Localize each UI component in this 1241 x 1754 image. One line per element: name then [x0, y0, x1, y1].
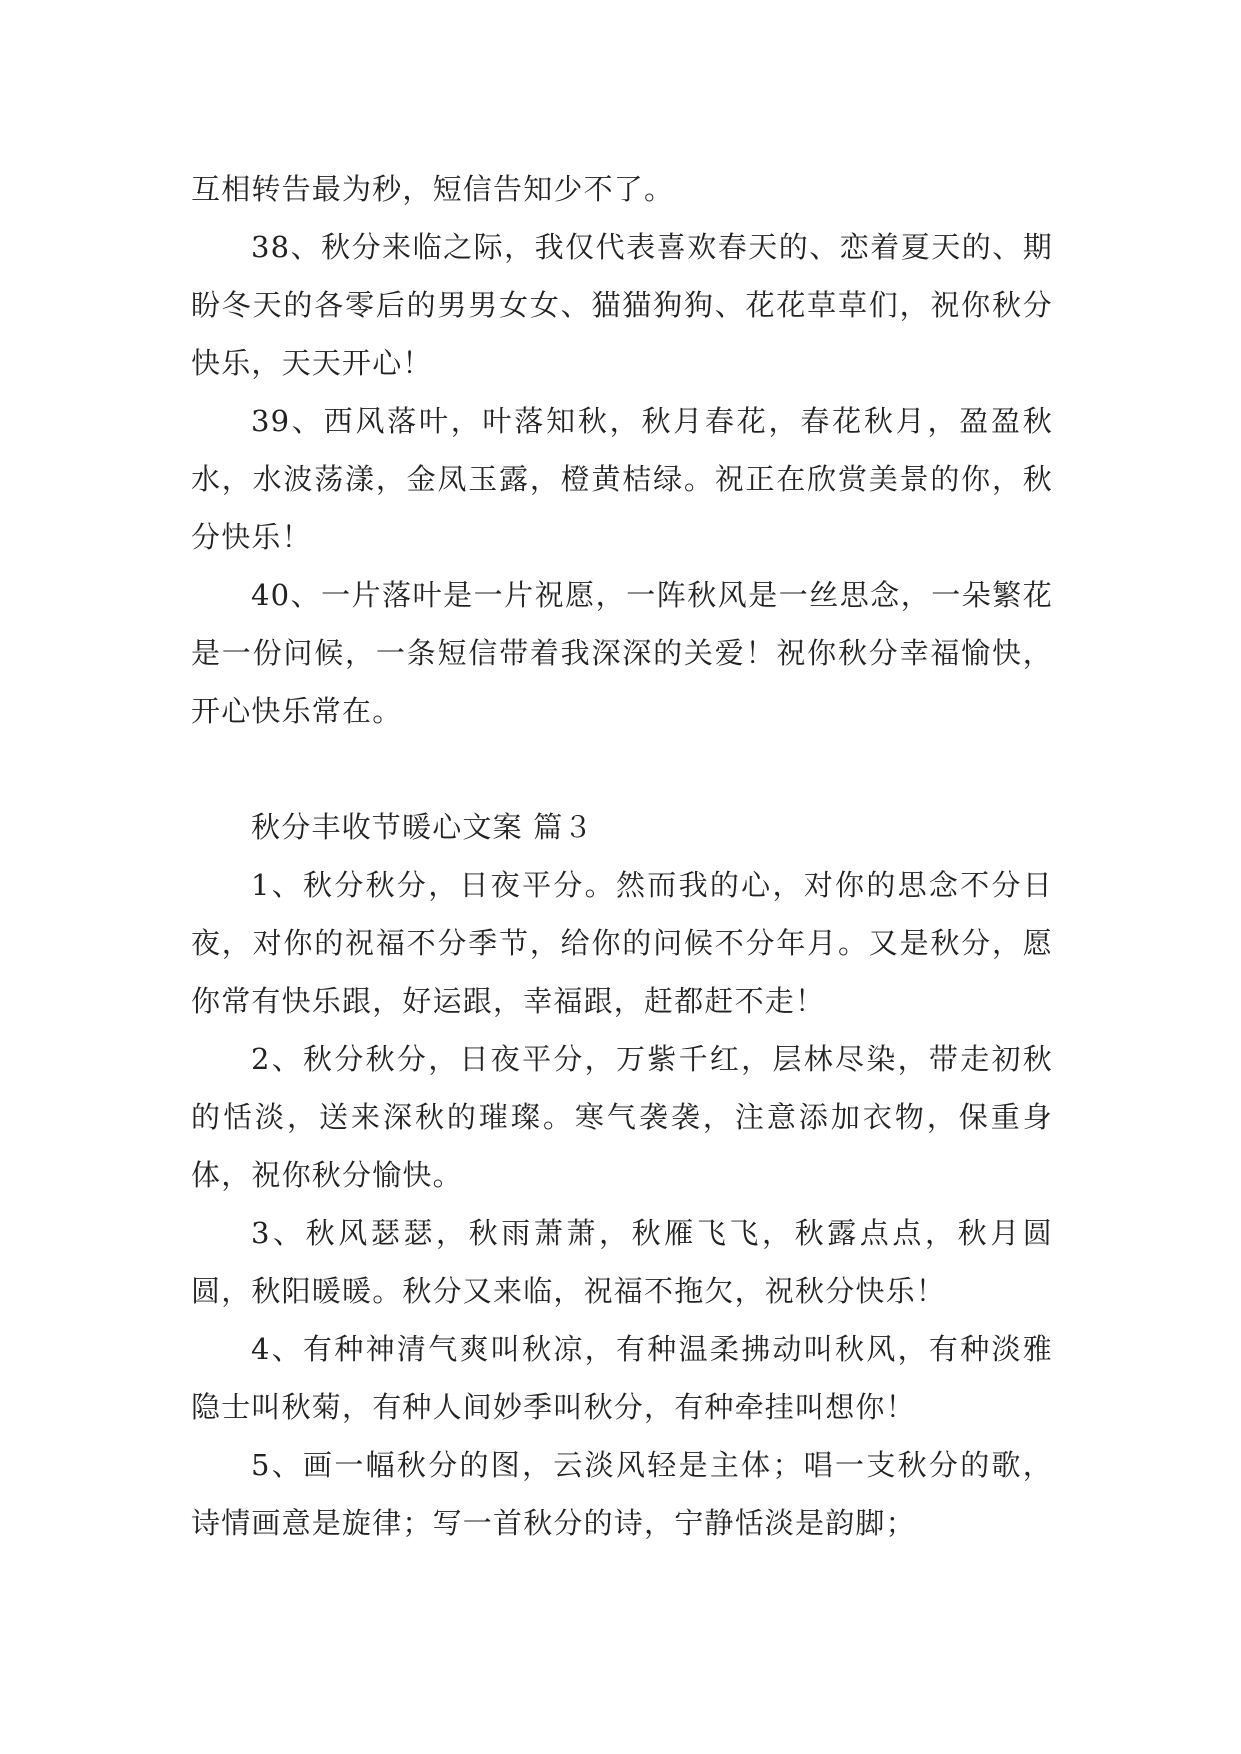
paragraph-item-5: 5、画一幅秋分的图，云淡风轻是主体；唱一支秋分的歌，诗情画意是旋律；写一首秋分的诗，宁静恬淡是韵脚； [191, 1448, 1053, 1540]
section-title: 秋分丰收节暖心文案 篇３ [251, 810, 594, 844]
paragraph-item-2: 2、秋分秋分，日夜平分，万紫千红，层林尽染，带走初秋的恬淡，送来深秋的璀璨。寒气袭袭，注意添加衣物，保重身体，祝你秋分愉快。 [191, 1042, 1053, 1192]
paragraph-item-40: 40、一片落叶是一片祝愿，一阵秋风是一丝思念，一朵繁花是一份问候，一条短信带着我深深的关爱！祝你秋分幸福愉快，开心快乐常在。 [191, 578, 1053, 728]
paragraph-item-3: 3、秋风瑟瑟，秋雨萧萧，秋雁飞飞，秋露点点，秋月圆圆，秋阳暖暖。秋分又来临，祝福不拖欠，祝秋分快乐！ [191, 1216, 1053, 1308]
paragraph-continuation: 互相转告最为秒，短信告知少不了。 [191, 172, 675, 206]
paragraph-item-39: 39、西风落叶，叶落知秋，秋月春花，春花秋月，盈盈秋水，水波荡漾，金凤玉露，橙黄桔绿。祝正在欣赏美景的你，秋分快乐！ [191, 404, 1053, 554]
paragraph-item-38: 38、秋分来临之际，我仅代表喜欢春天的、恋着夏天的、期盼冬天的各零后的男男女女、猫猫狗狗、花花草草们，祝你秋分快乐，天天开心！ [191, 230, 1053, 380]
document-body [191, 160, 1053, 1552]
paragraph-item-4: 4、有种神清气爽叫秋凉，有种温柔拂动叫秋风，有种淡雅隐士叫秋菊，有种人间妙季叫秋分，有种牵挂叫想你！ [191, 1332, 1053, 1424]
paragraph-item-1: 1、秋分秋分，日夜平分。然而我的心，对你的思念不分日夜，对你的祝福不分季节，给你的问候不分年月。又是秋分，愿你常有快乐跟，好运跟，幸福跟，赶都赶不走！ [191, 868, 1053, 1018]
